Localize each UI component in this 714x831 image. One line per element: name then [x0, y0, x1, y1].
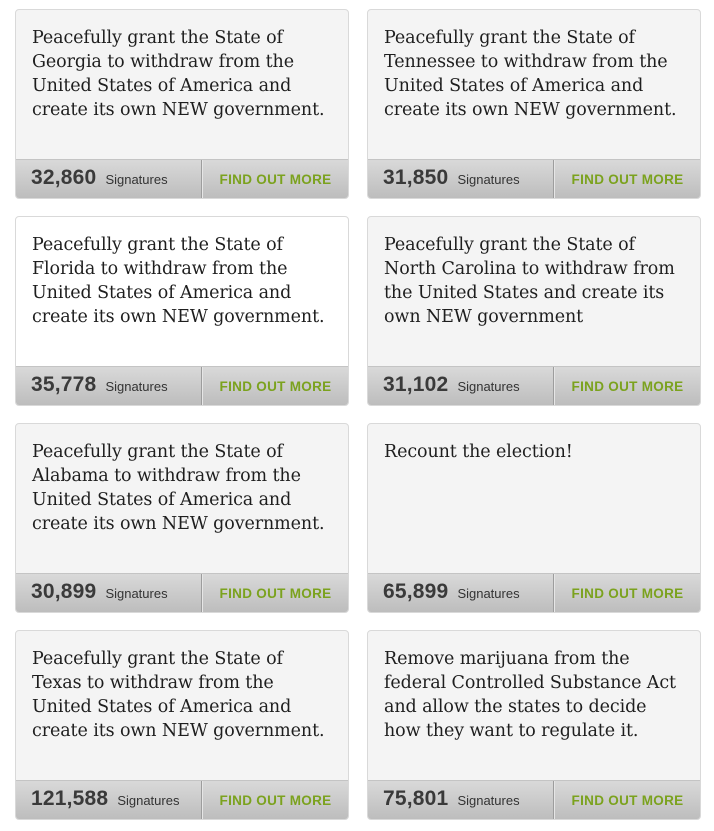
signature-count: 121,588: [31, 787, 109, 810]
signature-count: 75,801: [383, 787, 449, 810]
find-out-more-button[interactable]: FIND OUT MORE: [554, 367, 700, 405]
petition-card[interactable]: [367, 423, 701, 613]
petition-card[interactable]: [15, 216, 349, 406]
signature-count: 30,899: [31, 580, 97, 603]
petition-title[interactable]: Recount the election!: [384, 442, 573, 462]
signature-count: 31,102: [383, 373, 449, 396]
find-out-more-button[interactable]: FIND OUT MORE: [202, 367, 348, 405]
signature-count-box: [368, 781, 554, 819]
petition-title[interactable]: Peacefully grant the State of Alabama to withdraw from the United States of America and create its own NEW government.: [32, 442, 325, 534]
find-out-more-button[interactable]: FIND OUT MORE: [202, 574, 348, 612]
signature-count: 31,850: [383, 166, 449, 189]
signatures-label: Signatures: [117, 793, 180, 808]
signature-count: 35,778: [31, 373, 97, 396]
signature-count-box: [368, 574, 554, 612]
signatures-label: Signatures: [105, 379, 168, 394]
signature-count-box: [368, 160, 554, 198]
petition-card[interactable]: [367, 216, 701, 406]
petition-footer: [16, 573, 348, 612]
petition-footer: [16, 780, 348, 819]
signature-count-box: [16, 367, 202, 405]
find-out-more-button[interactable]: FIND OUT MORE: [554, 574, 700, 612]
petition-card[interactable]: [367, 630, 701, 820]
signatures-label: Signatures: [105, 586, 168, 601]
petition-footer: [368, 573, 700, 612]
signature-count: 32,860: [31, 166, 97, 189]
petition-title[interactable]: Peacefully grant the State of Georgia to withdraw from the United States of America and create its own NEW government.: [32, 28, 325, 120]
petition-title[interactable]: Peacefully grant the State of Texas to withdraw from the United States of America and create its own NEW government.: [32, 649, 325, 741]
signatures-label: Signatures: [457, 586, 520, 601]
signature-count-box: [368, 367, 554, 405]
signatures-label: Signatures: [457, 172, 520, 187]
petition-footer: [368, 780, 700, 819]
petition-card[interactable]: [15, 630, 349, 820]
petition-footer: [16, 366, 348, 405]
petition-footer: [368, 366, 700, 405]
petition-title[interactable]: Peacefully grant the State of Florida to withdraw from the United States of America and create its own NEW government.: [32, 235, 325, 327]
find-out-more-button[interactable]: FIND OUT MORE: [554, 781, 700, 819]
petition-footer: [16, 159, 348, 198]
signature-count-box: [16, 160, 202, 198]
petition-card[interactable]: [367, 9, 701, 199]
signatures-label: Signatures: [457, 379, 520, 394]
petition-title[interactable]: Peacefully grant the State of North Carolina to withdraw from the United States and create its own NEW government: [384, 235, 675, 327]
signatures-label: Signatures: [457, 793, 520, 808]
find-out-more-button[interactable]: FIND OUT MORE: [202, 781, 348, 819]
petition-title[interactable]: Peacefully grant the State of Tennessee to withdraw from the United States of America and create its own NEW government.: [384, 28, 677, 120]
signature-count-box: [16, 781, 202, 819]
petition-card[interactable]: [15, 423, 349, 613]
signature-count: 65,899: [383, 580, 449, 603]
petition-title[interactable]: Remove marijuana from the federal Controlled Substance Act and allow the states to decide how they want to regulate it.: [384, 649, 676, 741]
petition-card[interactable]: [15, 9, 349, 199]
find-out-more-button[interactable]: FIND OUT MORE: [202, 160, 348, 198]
petition-footer: [368, 159, 700, 198]
signatures-label: Signatures: [105, 172, 168, 187]
signature-count-box: [16, 574, 202, 612]
find-out-more-button[interactable]: FIND OUT MORE: [554, 160, 700, 198]
